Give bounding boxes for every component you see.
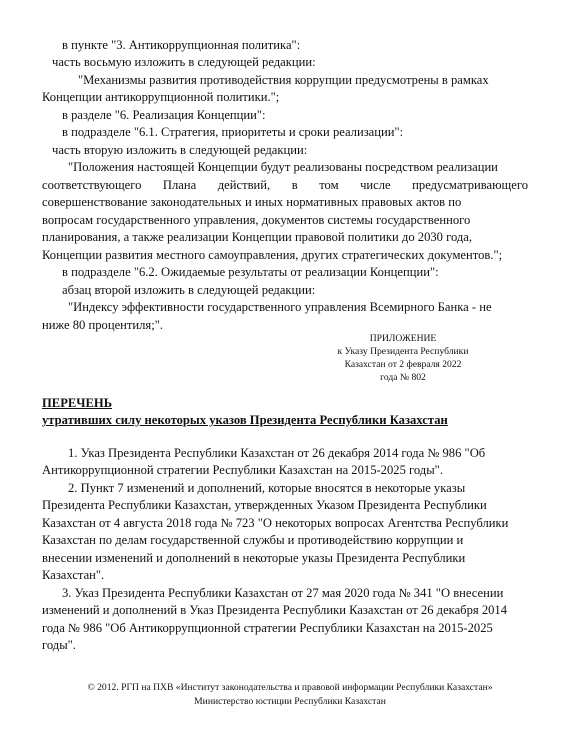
list-item-line: года № 986 "Об Антикоррупционной стратегии Республики Казахстан на 2015-2025 [42, 621, 493, 635]
list-item-line: Казахстан". [42, 568, 105, 582]
text-line: вопросам государственного управления, документов системы государственного [42, 213, 471, 227]
footer-ministry: Министерство юстиции Республики Казахстан [194, 696, 386, 707]
text-line: Концепции развития местного самоуправления, других стратегических документов."; [42, 248, 503, 262]
text-line: совершенствование законодательных и иных нормативных правовых актов по [42, 195, 462, 209]
text-line: абзац второй изложить в следующей редакции: [62, 283, 316, 297]
list-subtitle: утративших силу некоторых указов Президента Республики Казахстан [42, 413, 448, 427]
text-line: в подразделе "6.1. Стратегия, приоритеты и сроки реализации": [62, 125, 404, 139]
appendix-line: года № 802 [380, 372, 426, 383]
text-line: часть восьмую изложить в следующей редакции: [52, 55, 316, 69]
list-item-line: внесении изменений и дополнений в некоторые указы Президента Республики [42, 551, 466, 565]
text-line: в пункте "3. Антикоррупционная политика": [62, 38, 301, 52]
text-line: в подразделе "6.2. Ожидаемые результаты от реализации Концепции": [62, 265, 439, 279]
list-title: ПЕРЕЧЕНЬ [42, 396, 113, 410]
list-item-line: годы". [42, 638, 76, 652]
text-line: часть вторую изложить в следующей редакции: [52, 143, 308, 157]
list-item-line: Казахстан от 4 августа 2018 года № 723 "О некоторых вопросах Агентства Республики [42, 516, 509, 530]
list-item-line: Казахстан по делам государственной службы и противодействию коррупции и [42, 533, 464, 547]
list-item-line: изменений и дополнений в Указ Президента Республики Казахстан от 26 декабря 2014 [42, 603, 508, 617]
text-line: "Индексу эффективности государственного управления Всемирного Банка - не [68, 300, 492, 314]
text-line: "Положения настоящей Концепции будут реализованы посредством реализации [68, 160, 498, 174]
list-item-line: Антикоррупционной стратегии Республики Казахстан на 2015-2025 годы". [42, 463, 443, 477]
text-line: в разделе "6. Реализация Концепции": [62, 108, 266, 122]
list-item-line: 3. Указ Президента Республики Казахстан от 27 мая 2020 года № 341 "О внесении [62, 586, 504, 600]
appendix-line: Казахстан от 2 февраля 2022 [344, 359, 462, 370]
text-line: "Механизмы развития противодействия коррупции предусмотрены в рамках [78, 73, 489, 87]
list-item-line: 2. Пункт 7 изменений и дополнений, которые вносятся в некоторые указы [68, 481, 466, 495]
text-line: ниже 80 процентиля;". [42, 318, 164, 332]
text-line: планирования, а также реализации Концепции правовой политики до 2030 года, [42, 230, 473, 244]
appendix-line: к Указу Президента Республики [337, 346, 469, 357]
footer-copyright: © 2012. РГП на ПХВ «Институт законодательства и правовой информации Республики Казахстан» [87, 682, 493, 693]
text-line: Концепции антикоррупционной политики."; [42, 90, 280, 104]
list-item-line: Президента Республики Казахстан, утвержденных Указом Президента Республики [42, 498, 487, 512]
appendix-heading: ПРИЛОЖЕНИЕ [369, 333, 437, 344]
list-item-line: 1. Указ Президента Республики Казахстан от 26 декабря 2014 года № 986 "Об [68, 446, 486, 460]
text-line: соответствующего Плана действий, в том числе предусматривающего [42, 178, 528, 192]
